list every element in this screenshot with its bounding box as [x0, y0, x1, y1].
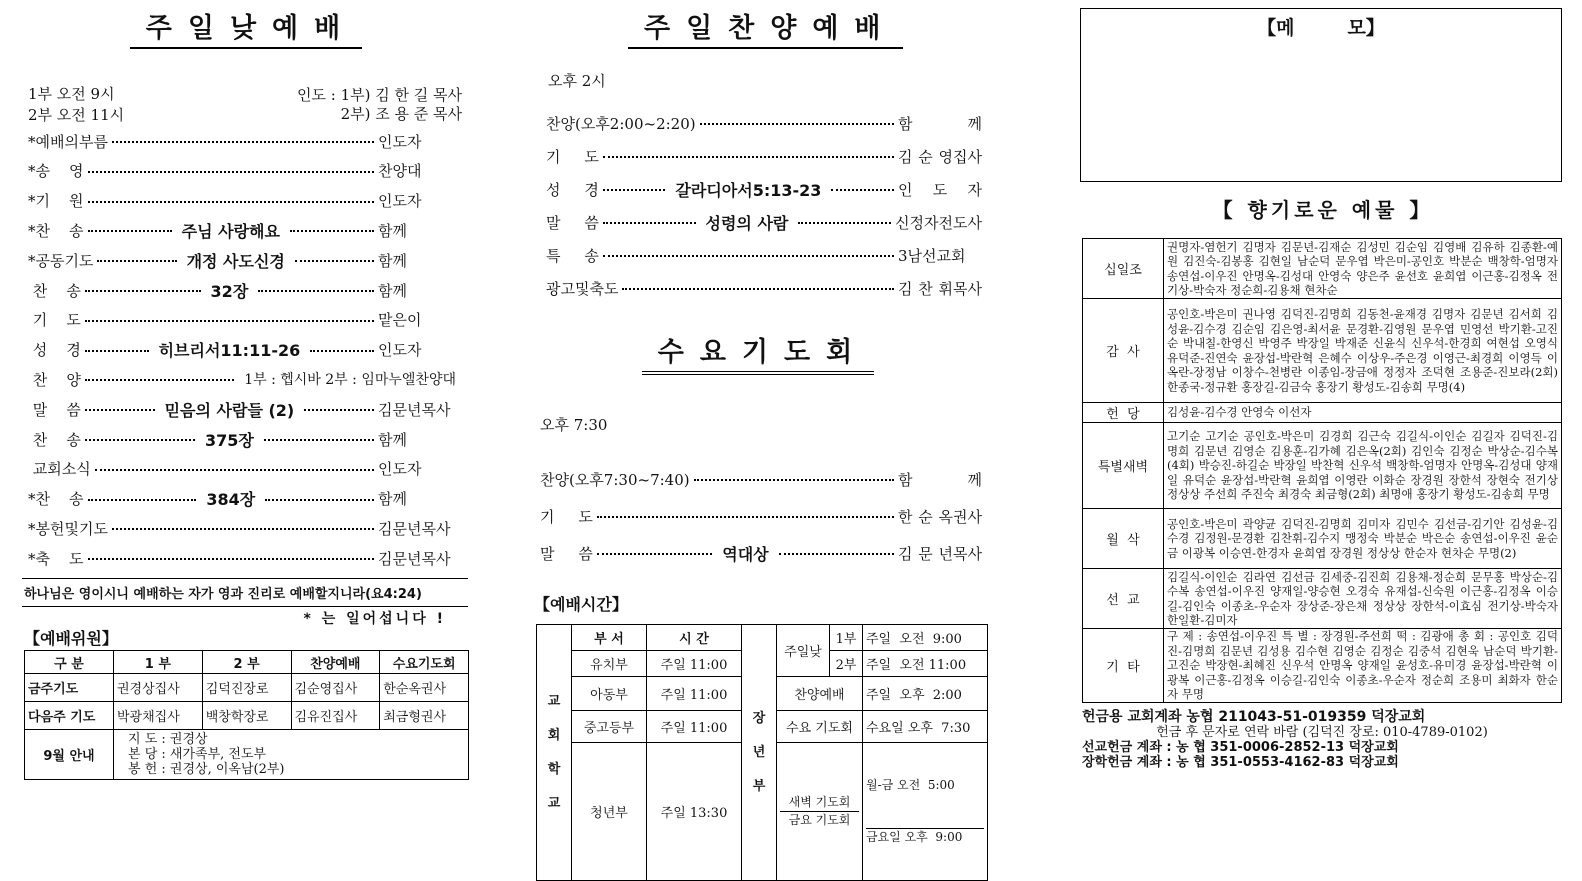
order-item: [28, 219, 462, 241]
leader-dots: [112, 141, 374, 143]
service-leaders: 인도 : 1부) 김 한 길 목사 2부) 조 용 준 목사: [297, 86, 462, 123]
order-item-label: *찬 송: [28, 221, 84, 240]
order-item: [28, 249, 462, 271]
order-item: [546, 178, 982, 200]
committee-header: 1 부: [114, 651, 203, 674]
offering-category: 특별새벽: [1083, 423, 1164, 509]
offering-row: [1083, 239, 1562, 299]
leader-dots: [700, 123, 894, 125]
offering-category: 헌 당: [1083, 403, 1164, 423]
offering-row: [1083, 569, 1562, 629]
sunday-service-title: 주일낮예배: [130, 6, 362, 49]
wednesday-time: 오후 7:30: [540, 416, 608, 434]
table-row: 유치부 주일 11:00 2부 주일 오전 11:00: [537, 651, 988, 677]
stand-note: * 는 일어섭니다 !: [303, 611, 446, 627]
order-item-leader: 3남선교회: [898, 246, 966, 265]
table-row: 청년부 주일 13:30 새벽 기도회 금요 기도회 월-금 오전 5:00 금요일 오후 9:00: [537, 743, 988, 881]
order-item: [546, 145, 982, 167]
leader-dots: [95, 469, 374, 471]
order-item-leader: 인 도 자: [898, 180, 982, 199]
order-item: [28, 428, 462, 450]
order-item-label: *기 원: [28, 192, 84, 211]
leader-dots: [597, 553, 712, 555]
leader-dots: [603, 222, 696, 224]
wednesday-title: 수요기도회: [642, 330, 874, 375]
order-item-label: 교회소식: [28, 460, 91, 479]
leader-dots: [597, 516, 894, 518]
order-item-leader: 찬양대: [378, 162, 422, 181]
order-item-leader: 인도자: [378, 192, 422, 211]
offering-title: 【 향기로운 예물 】: [1212, 198, 1434, 222]
order-item: [540, 505, 982, 527]
order-item: [28, 279, 462, 301]
order-item-content: 32장: [210, 281, 249, 301]
order-item-leader: 한 순 옥권사: [898, 507, 982, 526]
leader-dots: [603, 255, 894, 257]
table-row: 금주기도 권경상집사 김덕진장로 김순영집사 한순옥권사: [25, 674, 469, 702]
memo-title: 【메 모】: [1257, 17, 1385, 39]
offering-category: 십일조: [1083, 239, 1164, 299]
schedule-title: 【예배시간】: [534, 595, 628, 614]
offering-names: 공인호-박은미 권나영 김덕진-김명희 김동천-윤재경 김명자 김문년 김서희 김성윤-김수경 김순임 김은영-최서윤 문경환-김영원 문우엽 민영선 박기환-고진순 박내칠-한영신 박영주 박장일 박재준 신윤식 신우석-한경희 여현섭 오영식 유덕준-진연숙 윤장섭-박란혁 은혜수 이상우-주은경 이영근-최경희 이영득 이옥란-장정남 이창수-천병란 이종임-장금애 정정자 조덕현 조용준-진보라(2회) 한종국-정규환 홍장길-김금숙 홍장기 황성도-김송희 무명(4): [1164, 299, 1562, 403]
leader-dots: [85, 320, 374, 322]
order-item-leader: 인도자: [378, 341, 422, 360]
committee-title: 【예배위원】: [24, 629, 118, 648]
order-item-label: *송 영: [28, 162, 84, 181]
leader-dots: [85, 409, 155, 411]
order-item-label: 기 도: [28, 311, 81, 330]
school-label: 교 회 학 교: [537, 625, 572, 881]
order-item: [28, 488, 462, 510]
order-item: [28, 368, 462, 390]
order-item-leader: 신정자전도사: [895, 213, 983, 232]
leader-dots: [295, 260, 374, 262]
order-item-label: 찬양(오후7:30~7:40): [540, 470, 690, 489]
praise-service-column: [532, 0, 992, 844]
leader-dots: [290, 230, 374, 232]
order-item-leader: 함께: [378, 251, 407, 270]
order-item-content: 믿음의 사람들 (2): [164, 400, 295, 420]
order-item-leader: 함께: [378, 490, 407, 509]
order-item-leader: 함 께: [898, 114, 982, 133]
table-row: 다음주 기도 박광채집사 백창학장로 김유진집사 최금형권사: [25, 702, 469, 730]
order-item: [540, 542, 982, 564]
committee-header: 구 분: [25, 651, 114, 674]
order-item-label: *찬 송: [28, 490, 84, 509]
offering-names: 김길식-이인순 김라연 김선금 김세중-김진희 김용채-정순희 문무홍 박상순-김수복 송연섭-이우진 양재일-양승현 오경숙 유재섭-신숙원 이근홍-김정옥 이승길-김인숙 이종초-우순자 장상준-장은채 정상상 장한석-이효심 전기상-박숙자 한일환-김미자: [1164, 569, 1562, 629]
order-item: [546, 112, 982, 134]
order-item-label: 찬 송: [28, 430, 81, 449]
order-item-label: 기 도: [540, 507, 593, 526]
memo-offering-column: [1078, 0, 1568, 803]
leader-dots: [264, 439, 374, 441]
offering-category: 선 교: [1083, 569, 1164, 629]
order-item: [546, 211, 982, 233]
order-item: [28, 160, 462, 182]
order-item: [28, 309, 462, 331]
order-item-leader: 김문년목사: [378, 519, 451, 538]
order-item: [28, 517, 462, 539]
table-row: 중고등부 주일 11:00 수요 기도회 수요일 오후 7:30: [537, 711, 988, 743]
wednesday-order: [540, 468, 982, 568]
praise-service-title: 주일찬양예배: [628, 6, 903, 49]
order-item-leader: 함께: [378, 221, 407, 240]
committee-header: 수요기도회: [380, 651, 469, 674]
order-item: [28, 458, 462, 480]
order-item-leader: 함 께: [898, 470, 982, 489]
offering-table: [1082, 238, 1562, 703]
order-item: [28, 339, 462, 361]
leader-dots: [779, 553, 894, 555]
leader-dots: [88, 558, 374, 560]
order-item-label: 찬 송: [28, 281, 81, 300]
order-item: [28, 130, 462, 152]
offering-row: [1083, 423, 1562, 509]
month-info: 지 도 : 권경상 본 당 : 새가족부, 전도부 봉 헌 : 권경상, 이옥남(2부): [114, 730, 469, 780]
order-item: [540, 468, 982, 490]
order-item-leader: 함께: [378, 430, 407, 449]
table-row: 아동부 주일 11:00 찬양예배 주일 오후 2:00: [537, 677, 988, 711]
offering-category: 기 타: [1083, 629, 1164, 703]
leader-dots: [265, 499, 374, 501]
leader-dots: [88, 499, 197, 501]
order-item-label: 말 씀: [540, 544, 593, 563]
leader-dots: [88, 230, 172, 232]
month-label: 9월 안내: [25, 730, 114, 780]
order-item-content: 성령의 사람: [705, 213, 789, 233]
order-item-label: 말 씀: [28, 400, 81, 419]
offering-names: 고기순 고기순 공인호-박은미 김경희 김근숙 김길식-이인순 김길자 김덕진-김명희 김문년 김영순 김용훈-김가혜 김은옥(2회) 김인숙 김정순 박상순-김수복(4회) 박승진-하길순 박장일 박찬혁 신우석 백창학-엄명자 안명옥-김성대 양재일 유덕순 윤장섭-박란혁 윤희엽 이영란 이화순 장경원 장한석 장현숙 전기상 정상상 주선희 주진숙 최경숙 최금형(2회) 최명애 홍장기 황성도-김송희 무명: [1164, 423, 1562, 509]
leader-dots: [694, 479, 894, 481]
leader-dots: [258, 290, 374, 292]
order-item-leader: 맡은이: [378, 311, 422, 330]
order-item: [546, 244, 982, 266]
order-item: [28, 190, 462, 212]
leader-dots: [85, 439, 195, 441]
offering-names: 구 제 : 송연섭-이우진 특 별 : 장경원-주선희 떡 : 김광애 총 회 : 공인호 김덕진-김명희 김문년 김성용 김수현 김영순 김정순 김중석 김현욱 남순덕 박기환-고진순 박장현-최혜진 신우석 안명옥 양재일 윤성호-유미경 윤장섭-박란혁 이광복 이근홍-김정옥 이승길-김인숙 이종초-우순자 정순희 조용미 최화자 한순자 무명: [1164, 629, 1562, 703]
order-item: [28, 398, 462, 420]
offering-row: [1083, 403, 1562, 423]
order-item-label: 성 경: [28, 341, 81, 360]
order-item-leader: 인도자: [378, 460, 422, 479]
order-item-content: 역대상: [722, 544, 769, 564]
leader-dots: [112, 528, 374, 530]
offering-row: [1083, 629, 1562, 703]
order-item-label: 광고및축도: [546, 279, 619, 298]
leader-dots: [304, 409, 374, 411]
leader-dots: [88, 171, 374, 173]
bank-info: 헌금용 교회계좌 농협 211043-51-019359 덕장교회 헌금 후 문자로 연락 바람 (김덕진 장로: 010-4789-0102) 선교헌금 계좌 : 농 협 351-0006-2852-13 덕장교회 장학헌금 계좌 : 농 협 351-0553-4162-83 덕장교회: [1082, 709, 1488, 770]
order-item-content: 갈라디아서5:13-23: [675, 180, 822, 200]
leader-dots: [603, 156, 894, 158]
order-item-content: 1부 : 헵시바 2부 : 임마누엘찬양대: [244, 372, 456, 389]
table-row: [25, 730, 469, 780]
leader-dots: [85, 379, 234, 381]
offering-category: 감 사: [1083, 299, 1164, 403]
order-item-leader: 함께: [378, 281, 407, 300]
service-times: 1부 오전 9시 2부 오전 11시: [28, 85, 125, 124]
order-item-content: 384장: [206, 490, 256, 510]
order-item-leader: 김문년목사: [378, 549, 451, 568]
order-item-label: 찬 양: [28, 370, 81, 389]
order-item: [546, 277, 982, 299]
sunday-service-column: [22, 0, 470, 803]
order-item-label: 성 경: [546, 180, 599, 199]
order-item-label: 찬양(오후2:00~2:20): [546, 114, 696, 133]
committee-header: 2 부: [202, 651, 291, 674]
order-item-leader: 인도자: [378, 132, 422, 151]
leader-dots: [310, 350, 374, 352]
order-item: [28, 547, 462, 569]
schedule-table: 교 회 학 교 부 서 시 간 장 년 부 주일낮 1부 주일 오전 9:00 유치부 주일 11:00 2부 주일 오전 11:00 아동부 주일 11:00 찬양예배 주일 오후 2:00 중고등부 주일 11:00 수요 기도회 수요일 오후 7:30 청년부 주일 13:30 새벽 기도회 금요 기도회 월-금 오전 5:00 금요일 오후 9:00: [536, 624, 988, 881]
leader-dots: [603, 189, 666, 191]
offering-names: 공인호-박은미 곽양균 김덕진-김명희 김미자 김민수 김선금-김기안 김성윤-김수경 김정원-문경환 김찬휘-김수지 맹정숙 박분순 박은순 송연섭-이우진 윤순금 이광복 이승연-한경자 윤희엽 장경원 정상상 한순자 현차순 무명(2): [1164, 509, 1562, 569]
order-item-content: 개정 사도신경: [186, 251, 285, 271]
order-item-label: *축 도: [28, 549, 84, 568]
offering-row: [1083, 299, 1562, 403]
order-item-content: 375장: [204, 430, 254, 450]
order-item-content: 히브리서11:11-26: [158, 341, 301, 361]
order-of-worship: [28, 130, 462, 580]
offering-names: 김성윤-김수경 안영숙 이선자: [1164, 403, 1562, 423]
memo-box[interactable]: [1080, 8, 1562, 182]
leader-dots: [85, 290, 201, 292]
order-item-label: *공동기도: [28, 251, 94, 270]
order-item-label: 말 씀: [546, 213, 599, 232]
leader-dots: [88, 201, 374, 203]
committee-table: [24, 650, 469, 780]
order-item-label: 특 송: [546, 246, 599, 265]
order-item-leader: 김문년목사: [378, 400, 451, 419]
leader-dots: [831, 189, 894, 191]
leader-dots: [85, 350, 149, 352]
order-item-label: 기 도: [546, 147, 599, 166]
order-item-label: *봉헌및기도: [28, 519, 108, 538]
praise-service-time: 오후 2시: [548, 72, 606, 90]
verse-banner: 하나님은 영이시니 예배하는 자가 영과 진리로 예배할지니라(요4:24): [22, 578, 468, 607]
praise-order: [546, 112, 982, 304]
order-item-leader: 김 순 영집사: [898, 147, 982, 166]
offering-row: [1083, 509, 1562, 569]
committee-header: 찬양예배: [291, 651, 380, 674]
adult-label: 장 년 부: [742, 625, 777, 881]
leader-dots: [798, 222, 891, 224]
leader-dots: [622, 288, 894, 290]
leader-dots: [97, 260, 176, 262]
offering-names: 권명자-염헌기 김명자 김문년-김재순 김성민 김순임 김영배 김유하 김종환-예 원 김진숙-김봉홍 김현일 남순덕 문우엽 박은미-공인호 박분순 백창학-엄명자 송연섭-이우진 안명옥-김성대 안영숙 양은주 윤선호 윤희엽 이근홍-김정옥 전기상-박숙자 정순희-김용채 현차순: [1164, 239, 1562, 299]
order-item-label: *예배의부름: [28, 132, 108, 151]
order-item-leader: 김 문 년목사: [898, 544, 983, 563]
order-item-leader: 김 찬 휘목사: [898, 279, 982, 298]
order-item-content: 주님 사랑해요: [181, 221, 280, 241]
offering-category: 월 삭: [1083, 509, 1164, 569]
